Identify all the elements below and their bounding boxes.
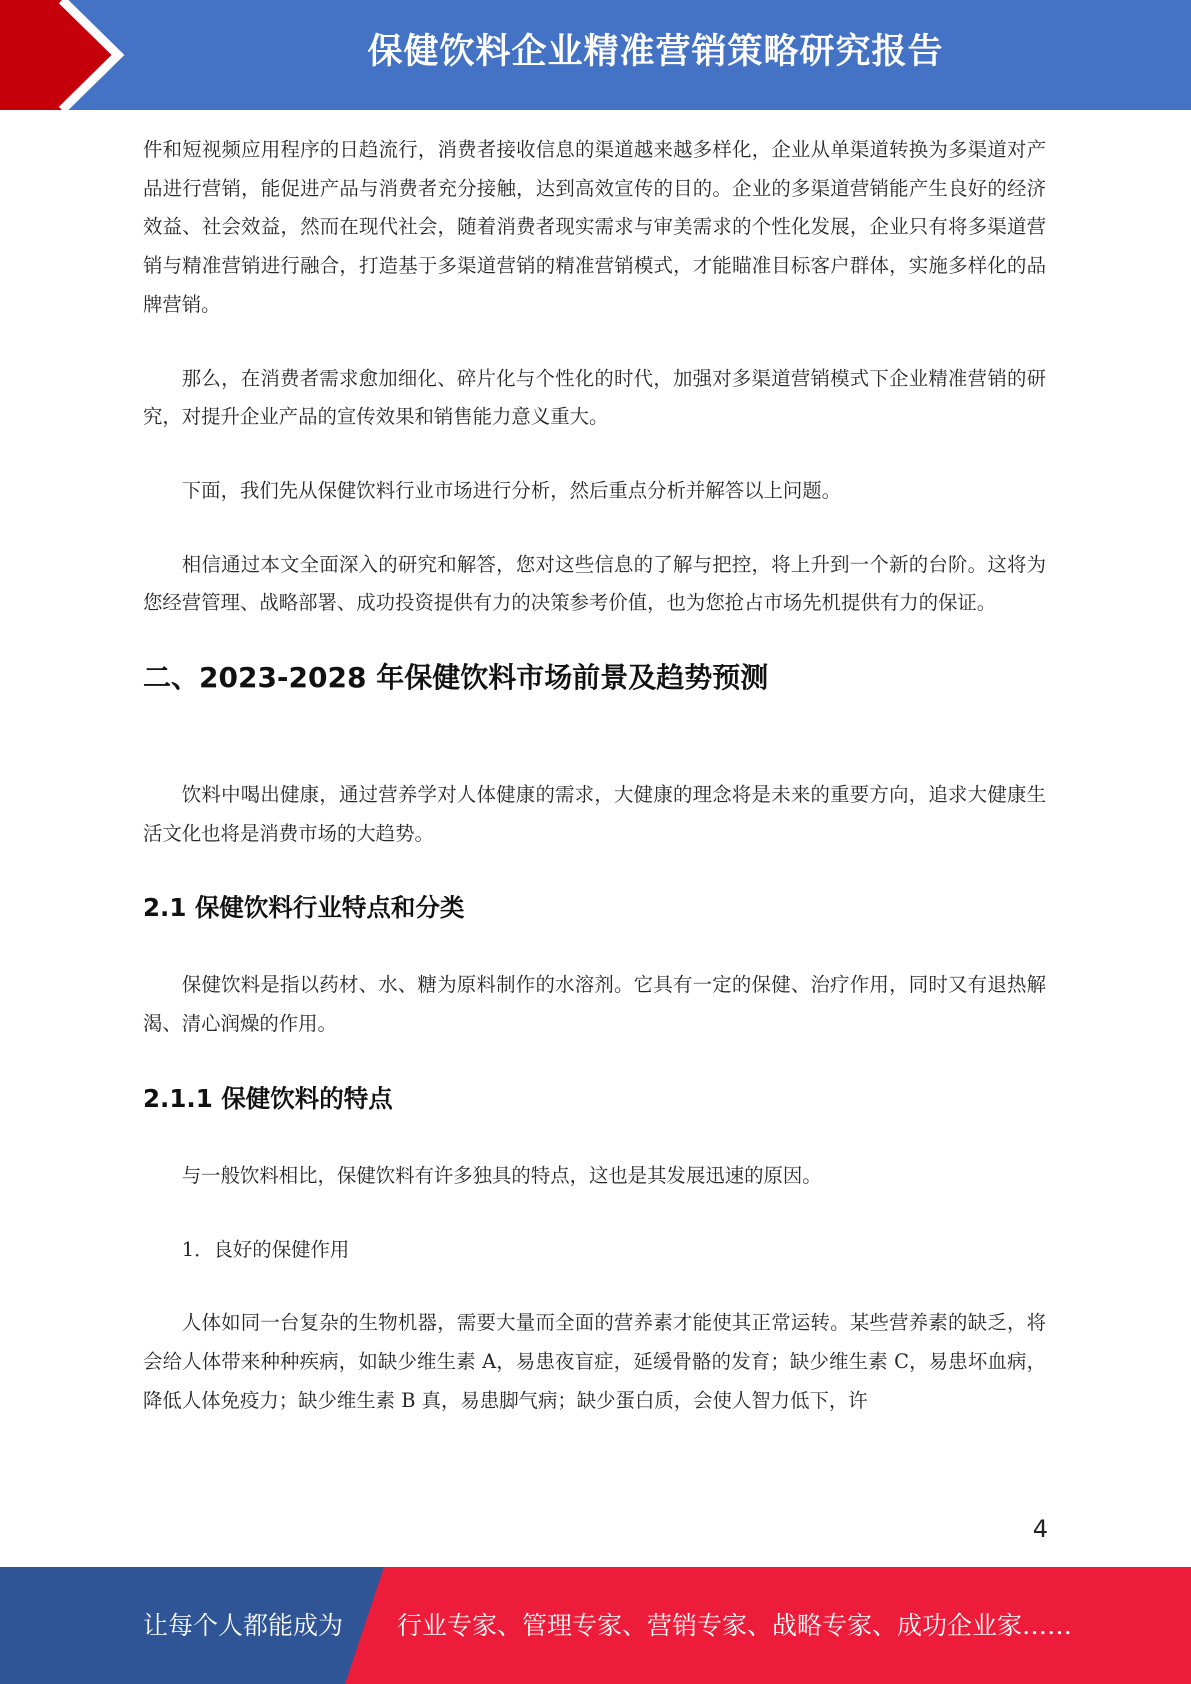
- footer-slogan-right: 行业专家、管理专家、营销专家、战略专家、成功企业家……: [397, 1611, 1073, 1640]
- paragraph-intro-3: 下面，我们先从保健饮料行业市场进行分析，然后重点分析并解答以上问题。: [181, 478, 842, 502]
- paragraph-2-1-1: 与一般饮料相比，保健饮料有许多独具的特点，这也是其发展迅速的原因。: [181, 1163, 822, 1187]
- report-footer: [0, 1567, 1191, 1684]
- page-number: 4: [1032, 1515, 1048, 1543]
- arrow-chevron-icon: [0, 0, 160, 110]
- paragraph-2-1: 保健饮料是指以药材、水、糖为原料制作的水溶剂。它具有一定的保健、治疗作用，同时又有退热解渴、清心润燥的作用。: [143, 973, 1046, 1036]
- paragraph-section2-intro: 饮料中喝出健康，通过营养学对人体健康的需求，大健康的理念将是未来的重要方向，追求大健康生活文化也将是消费市场的大趋势。: [143, 783, 1046, 845]
- footer-slogan-left: 让每个人都能成为: [143, 1611, 344, 1640]
- paragraph-list-item-1: 人体如同一台复杂的生物机器，需要大量而全面的营养素才能使其正常运转。某些营养素的缺乏，将会给人体带来种种疾病，如缺少维生素 A，易患夜盲症，延缓骨骼的发育；缺少维生素 C，易患坏血病，降低人体免疫力；缺少维生素 B 真，易患脚气病；缺少蛋白质，会使人智力低下，许: [143, 1311, 1046, 1412]
- paragraph-intro-2: 那么，在消费者需求愈加细化、碎片化与个性化的时代，加强对多渠道营销模式下企业精准营销的研究，对提升企业产品的宣传效果和销售能力意义重大。: [143, 366, 1046, 429]
- paragraph-intro-4: 相信通过本文全面深入的研究和解答，您对这些信息的了解与把控，将上升到一个新的台阶。这将为您经营管理、战略部署、成功投资提供有力的决策参考价值，也为您抢占市场先机提供有力的保证。: [143, 552, 1046, 615]
- subsection-heading-2-1-1: 2.1.1 保健饮料的特点: [143, 1083, 393, 1113]
- report-title: 保健饮料企业精准营销策略研究报告: [367, 32, 944, 72]
- list-item-1: 1．良好的保健作用: [181, 1237, 350, 1261]
- page-body: [143, 131, 1046, 1455]
- subsection-heading-2-1: 2.1 保健饮料行业特点和分类: [143, 893, 465, 923]
- paragraph-intro-1: 件和短视频应用程序的日趋流行，消费者接收信息的渠道越来越多样化，企业从单渠道转换为多渠道对产品进行营销，能促进产品与消费者充分接触，达到高效宣传的目的。企业的多渠道营销能产生良好的经济效益、社会效益，然而在现代社会，随着消费者现实需求与审美需求的个性化发展，企业只有将多渠道营销与精准营销进行融合，打造基于多渠道营销的精准营销模式，才能瞄准目标客户群体，实施多样化的品牌营销。: [143, 138, 1046, 316]
- report-header: [0, 0, 1191, 110]
- section-heading-2: 二、2023-2028 年保健饮料市场前景及趋势预测: [143, 661, 769, 695]
